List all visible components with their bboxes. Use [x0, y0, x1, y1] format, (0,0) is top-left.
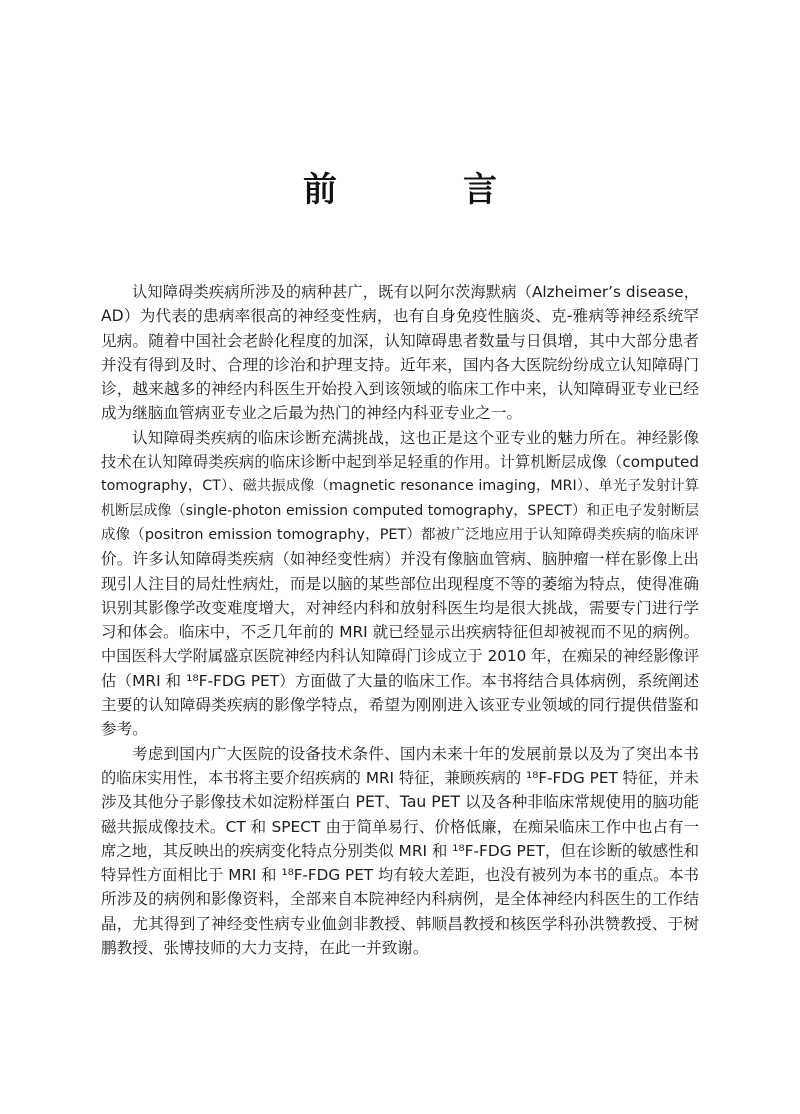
preface-body [101, 280, 699, 960]
paragraph-line: 机断层成像（single-photon emission computed tomography，SPECT）和正电子发射断层 [101, 502, 699, 519]
paragraph-line: 特异性方面相比于 MRI 和 ¹⁸F-FDG PET 均有较大差距，也没有被列为本书的重点。本书 [101, 866, 699, 885]
paragraph-line: 见病。随着中国社会老龄化程度的加深，认知障碍患者数量与日俱增，其中大部分患者 [101, 331, 699, 350]
paragraph-line: 的临床实用性，本书将主要介绍疾病的 MRI 特征，兼顾疾病的 ¹⁸F-FDG PET 特征，并未 [101, 768, 699, 787]
paragraph-line: 习和体会。临床中，不乏几年前的 MRI 就已经显示出疾病特征但却被视而不见的病例。 [101, 623, 699, 642]
paragraph-line: 所涉及的病例和影像资料，全部来自本院神经内科病例，是全体神经内科医生的工作结 [101, 890, 699, 909]
paragraph-line: 鹏教授、张博技师的大力支持，在此一并致谢。 [101, 939, 429, 958]
paragraph-line: 成为继脑血管病亚专业之后最为热门的神经内科亚专业之一。 [101, 404, 523, 423]
paragraph-line: 估（MRI 和 ¹⁸F-FDG PET）方面做了大量的临床工作。本书将结合具体病例，系统阐述 [101, 671, 699, 690]
page-title: 前 言 [303, 170, 543, 210]
paragraph-line: 技术在认知障碍类疾病的临床诊断中起到举足轻重的作用。计算机断层成像（computed [101, 453, 699, 472]
paragraph-line: tomography，CT）、磁共振成像（magnetic resonance imaging，MRI）、单光子发射计算 [101, 478, 699, 495]
paragraph-line: 磁共振成像技术。CT 和 SPECT 由于简单易行、价格低廉，在痴呆临床工作中也占有一 [101, 817, 699, 836]
paragraph-line: 席之地，其反映出的疾病变化特点分别类似 MRI 和 ¹⁸F-FDG PET，但在诊断的敏感性和 [101, 841, 699, 860]
paragraph-line: 并没有得到及时、合理的诊治和护理支持。近年来，国内各大医院纷纷成立认知障碍门 [101, 355, 699, 374]
paragraph-line: 中国医科大学附属盛京医院神经内科认知障碍门诊成立于 2010 年，在痴呆的神经影像评 [101, 647, 699, 666]
paragraph-line: AD）为代表的患病率很高的神经变性病，也有自身免疫性脑炎、克-雅病等神经系统罕 [101, 307, 699, 326]
paragraph-line: 考虑到国内广大医院的设备技术条件、国内未来十年的发展前景以及为了突出本书 [132, 744, 699, 763]
paragraph-line: 晶，尤其得到了神经变性病专业侐剑非教授、韩顺昌教授和核医学科孙洪赞教授、于树 [101, 914, 699, 933]
paragraph-line: 诊，越来越多的神经内科医生开始投入到该领域的临床工作中来，认知障碍亚专业已经 [101, 380, 699, 399]
paragraph-2 [101, 426, 699, 742]
paragraph-line: 识别其影像学改变难度增大，对神经内科和放射科医生均是很大挑战，需要专门进行学 [101, 598, 699, 617]
paragraph-line: 主要的认知障碍类疾病的影像学特点，希望为刚刚进入该亚专业领域的同行提供借鉴和 [101, 696, 699, 715]
paragraph-3 [101, 742, 699, 961]
paragraph-line: 现引人注目的局灶性病灶，而是以脑的某些部位出现程度不等的萎缩为特点，使得准确 [101, 574, 699, 593]
paragraph-line: 参考。 [101, 720, 148, 739]
paragraph-line: 认知障碍类疾病的临床诊断充满挑战，这也正是这个亚专业的魅力所在。神经影像 [132, 428, 699, 447]
paragraph-1 [101, 280, 699, 426]
paragraph-line: 价。许多认知障碍类疾病（如神经变性病）并没有像脑血管病、脑肿瘤一样在影像上出 [101, 550, 699, 569]
paragraph-line: 成像（positron emission tomography，PET）都被广泛地应用于认知障碍类疾病的临床评 [101, 526, 699, 543]
paragraph-line: 认知障碍类疾病所涉及的病种甚广，既有以阿尔茨海默病（Alzheimer’s disease， [132, 283, 699, 301]
paragraph-line: 涉及其他分子影像技术如淀粉样蛋白 PET、Tau PET 以及各种非临床常规使用的脑功能 [101, 793, 699, 812]
